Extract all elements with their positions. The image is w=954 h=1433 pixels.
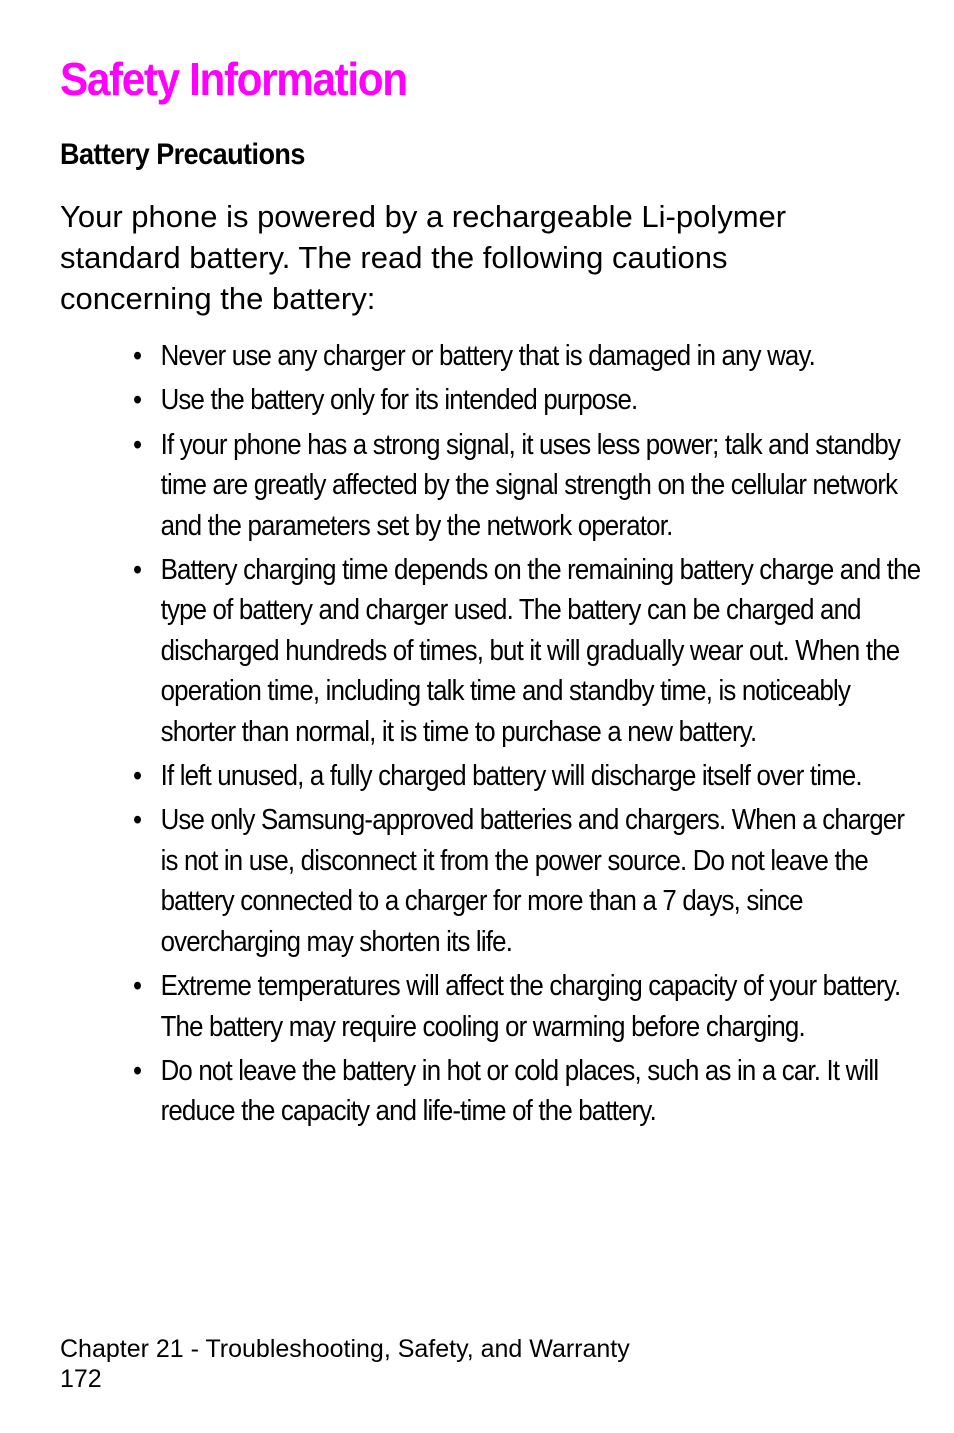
list-item: [133, 800, 926, 962]
list-item-text: If left unused, a fully charged battery will discharge itself over time.: [160, 760, 862, 793]
list-item: [133, 425, 926, 546]
list-item: [133, 380, 926, 420]
bullet-icon: •: [133, 970, 142, 1003]
bullet-icon: •: [133, 340, 142, 372]
list-item-text: Use the battery only for its intended purpose.: [160, 384, 638, 417]
page-number: 172: [60, 1365, 102, 1393]
bullet-icon: •: [133, 554, 142, 587]
list-item-text: Never use any charger or battery that is damaged in any way.: [160, 340, 816, 372]
list-item-text: Use only Samsung-approved batteries and chargers. When a charger is not in use, disconnect it from the power source. Do not leave the battery connected to a charger for more than a 7 days, since overcharging may shorten its life.: [160, 804, 905, 958]
page-title: Safety Information: [60, 53, 407, 105]
intro-paragraph: Your phone is powered by a rechargeable Li-polymer standard battery. The read the following cautions concerning the battery:: [60, 199, 787, 316]
list-item: [133, 550, 926, 752]
chapter-label: Chapter 21 - Troubleshooting, Safety, and Warranty: [60, 1335, 630, 1363]
list-item: [133, 336, 926, 376]
bullet-icon: •: [133, 804, 142, 837]
bullet-icon: •: [133, 1054, 142, 1087]
list-item: [133, 966, 926, 1047]
list-item-text: Extreme temperatures will affect the charging capacity of your battery. The battery may require cooling or warming before charging.: [160, 970, 901, 1043]
list-item-text: Battery charging time depends on the remaining battery charge and the type of battery and charger used. The battery can be charged and discharged hundreds of times, but it will gradually wear out. When the operation time, including talk time and standby time, is noticeably shorter than normal, it is time to purchase a new battery.: [160, 554, 921, 748]
page-footer: [60, 1334, 630, 1394]
list-item: [133, 1051, 926, 1132]
bullet-icon: •: [133, 760, 142, 793]
list-item: [133, 756, 926, 796]
list-item-text: Do not leave the battery in hot or cold places, such as in a car. It will reduce the capacity and life-time of the battery.: [160, 1054, 879, 1128]
battery-precautions-list: [133, 336, 923, 1136]
list-item-text: If your phone has a strong signal, it uses less power; talk and standby time are greatly affected by the signal strength on the cellular network and the parameters set by the network operator.: [160, 428, 900, 542]
section-heading: Battery Precautions: [60, 138, 305, 171]
bullet-icon: •: [133, 384, 142, 417]
bullet-icon: •: [133, 428, 142, 461]
